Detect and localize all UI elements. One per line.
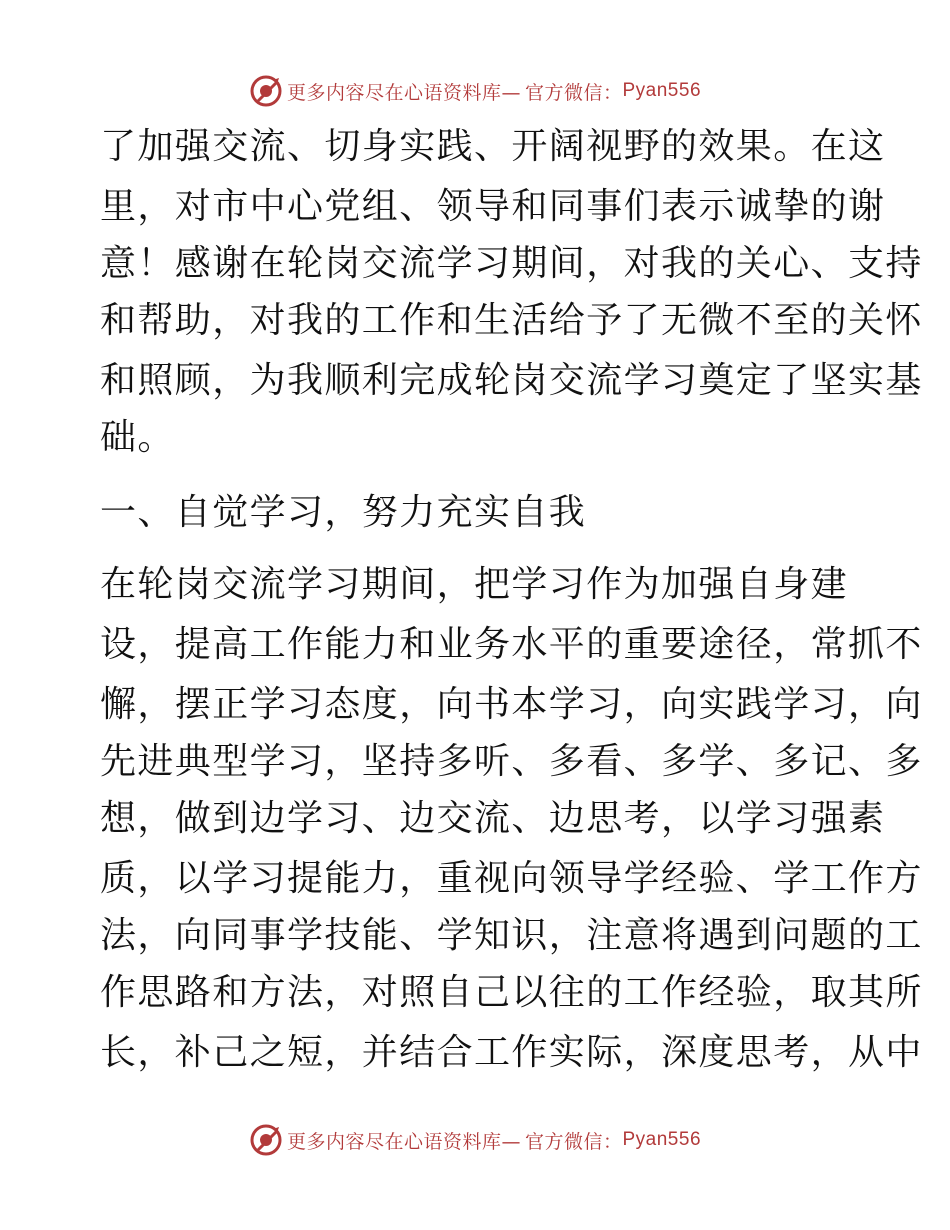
text-line: 先进典型学习，坚持多听、多看、多学、多记、多 (100, 741, 923, 782)
watermark-wechat-id: Pyan556 (622, 80, 702, 101)
footer-watermark (0, 1120, 950, 1160)
text-line: 了加强交流、切身实践、开阔视野的效果。在这 (100, 126, 886, 167)
text-line: 想，做到边学习、边交流、边思考，以学习强素 (100, 798, 886, 839)
text-line: 作思路和方法，对照自己以往的工作经验，取其所 (100, 972, 923, 1013)
logo-icon (249, 1123, 283, 1157)
header-watermark (0, 71, 950, 111)
text-line: 法，向同事学技能、学知识，注意将遇到问题的工 (100, 915, 923, 956)
text-line: 长，补己之短，并结合工作实际，深度思考，从中 (100, 1032, 923, 1073)
watermark-text: 更多内容尽在心语资料库— (286, 81, 521, 104)
text-line: 设，提高工作能力和业务水平的重要途径，常抓不 (100, 624, 923, 665)
watermark-wechat-id: Pyan556 (622, 1129, 702, 1150)
text-line: 里，对市中心党组、领导和同事们表示诚挚的谢 (100, 186, 886, 227)
logo-icon (249, 74, 283, 108)
section-heading: 一、自觉学习，努力充实自我 (100, 492, 587, 533)
watermark-text: 更多内容尽在心语资料库— (286, 1130, 521, 1153)
text-line: 和帮助，对我的工作和生活给予了无微不至的关怀 (100, 300, 923, 341)
text-line: 在轮岗交流学习期间，把学习作为加强自身建 (100, 564, 849, 605)
text-line: 意！感谢在轮岗交流学习期间，对我的关心、支持 (100, 243, 923, 284)
watermark-official-label: 官方微信： (524, 81, 623, 104)
text-line: 懈，摆正学习态度，向书本学习，向实践学习，向 (100, 684, 923, 725)
text-line: 和照顾，为我顺利完成轮岗交流学习奠定了坚实基 (100, 360, 923, 401)
watermark-official-label: 官方微信： (524, 1130, 623, 1153)
text-line: 质，以学习提能力，重视向领导学经验、学工作方 (100, 858, 923, 899)
text-line: 础。 (100, 417, 175, 458)
